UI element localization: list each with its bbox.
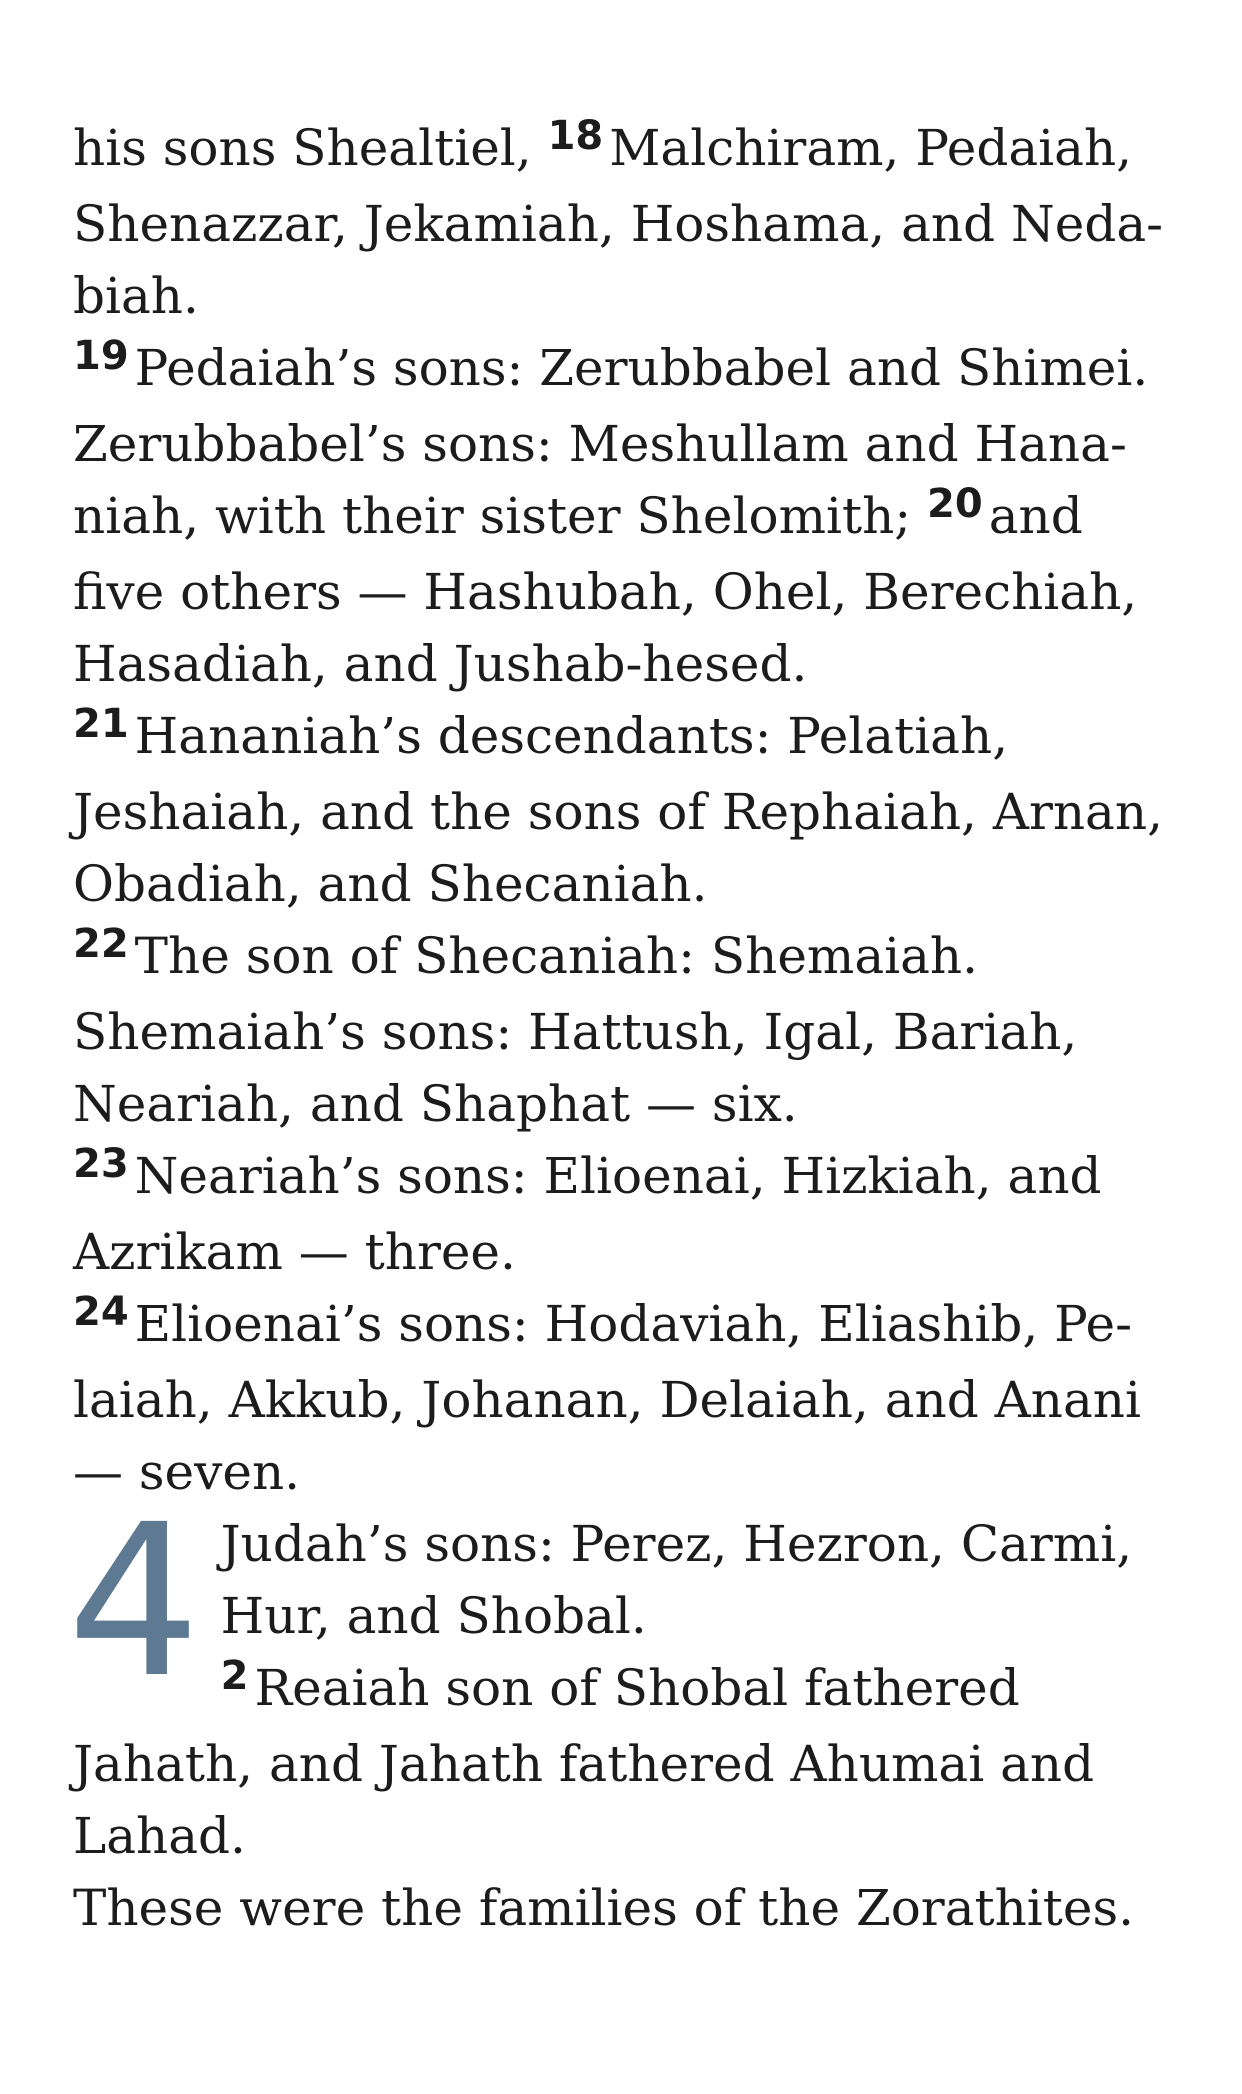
- chapter-4-start: [67, 1479, 1183, 1872]
- chapter-number[interactable]: 4: [67, 1479, 201, 1724]
- paragraph-6: [73, 1288, 1183, 1508]
- paragraph-text: Elioenai’s sons: Hodaviah, Eliashib, Pelaiah, Akkub, Johanan, Delaiah, and Anani — seven.: [73, 1295, 1141, 1501]
- verse-number-23[interactable]: 23: [73, 1141, 129, 1187]
- paragraph-text: and five others — Hashubah, Ohel, Berechiah, Hasadiah, and Jushab-hesed.: [73, 487, 1138, 693]
- paragraph-text: Pedaiah’s sons: Zerubbabel and Shimei. Zerubbabel’s sons: Meshullam and Hananiah, with their sister Shelomith;: [73, 339, 1149, 545]
- paragraph-1: [73, 112, 1183, 332]
- verse-number-19[interactable]: 19: [73, 333, 129, 379]
- paragraph-text: Neariah’s sons: Elioenai, Hizkiah, and Azrikam — three.: [73, 1147, 1102, 1281]
- paragraph-2: [73, 332, 1183, 700]
- reader-page: [67, 112, 1183, 1944]
- verse-number-24[interactable]: 24: [73, 1289, 129, 1335]
- paragraph-4: [73, 920, 1183, 1140]
- verse-number-22[interactable]: 22: [73, 921, 129, 967]
- paragraph-text: These were the families of the Zorathites.: [73, 1879, 1135, 1937]
- verse-number-18[interactable]: 18: [547, 113, 604, 159]
- chapter-paragraph-1: [73, 1508, 1183, 1872]
- paragraph-text: Hananiah’s descendants: Pelatiah, Jeshaiah, and the sons of Rephaiah, Arnan, Obadiah, and Shecaniah.: [73, 707, 1163, 913]
- verse-number-20[interactable]: 20: [927, 481, 983, 527]
- paragraph-text: The son of Shecaniah: Shemaiah. Shemaiah’s sons: Hattush, Igal, Bariah, Neariah, and Shaphat — six.: [73, 927, 1078, 1133]
- chapter-paragraph-2: [73, 1872, 1183, 1944]
- verse-number-21[interactable]: 21: [73, 701, 129, 747]
- paragraph-text: his sons Shealtiel,: [73, 119, 548, 177]
- paragraph-text: Malchiram, Pedaiah, Shenazzar, Jekamiah, Hoshama, and Nedabiah.: [73, 119, 1164, 325]
- verse-number-2[interactable]: 2: [220, 1653, 249, 1699]
- paragraph-5: [73, 1140, 1183, 1288]
- paragraph-3: [73, 700, 1183, 920]
- paragraph-text: Judah’s sons: Perez, Hezron, Carmi, Hur, and Shobal.: [220, 1515, 1133, 1645]
- paragraph-text: Reaiah son of Shobal fathered Jahath, and Jahath fathered Ahumai and Lahad.: [73, 1659, 1095, 1865]
